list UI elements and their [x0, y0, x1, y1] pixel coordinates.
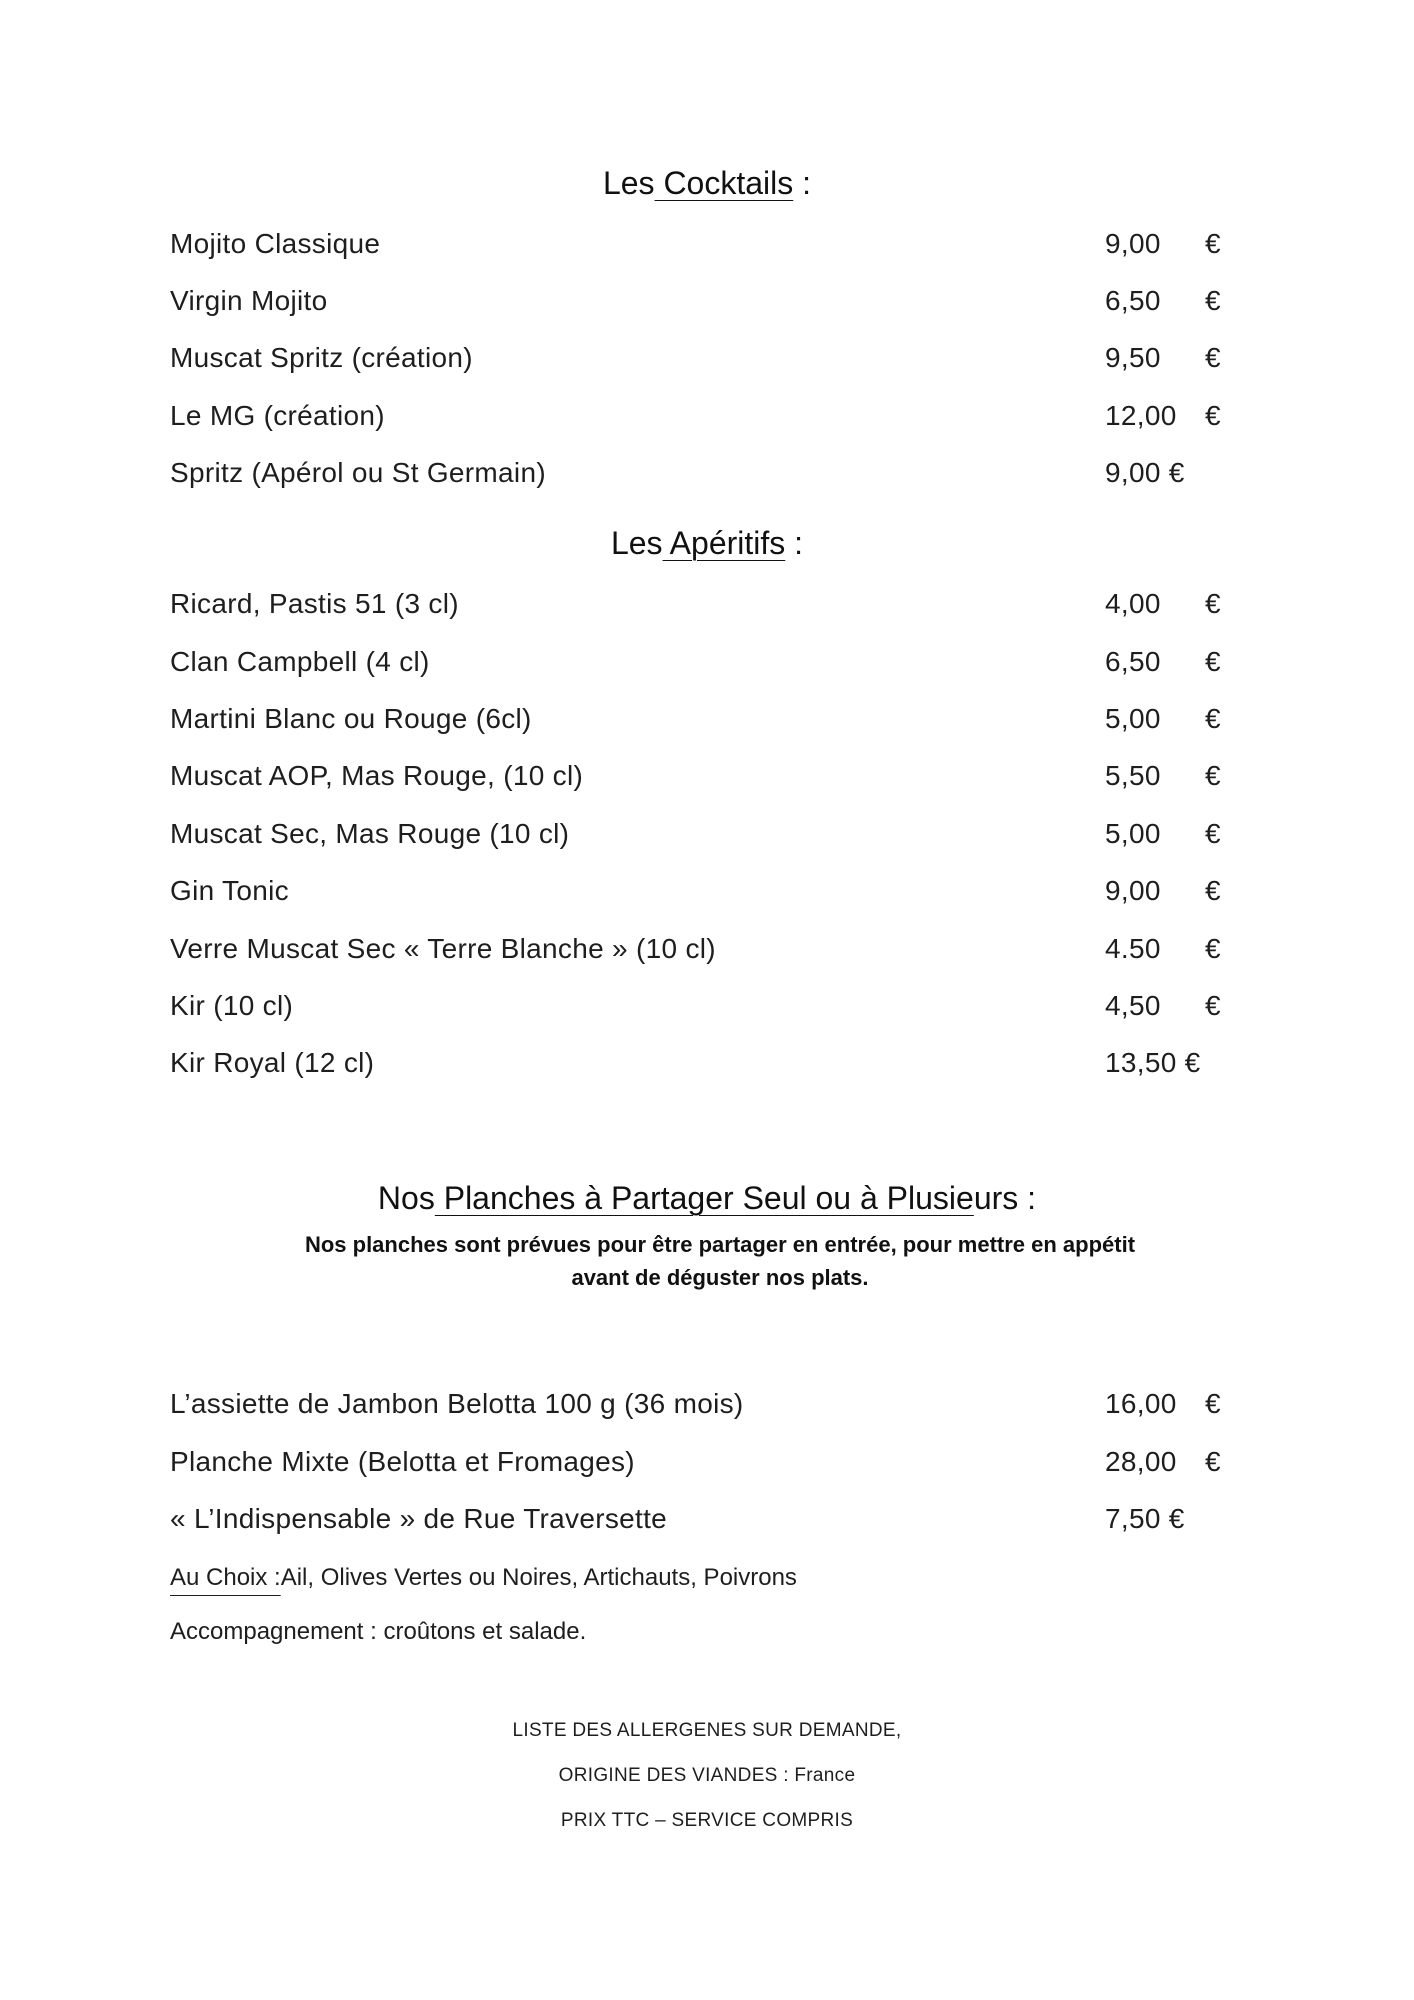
planches-intro — [200, 1228, 1240, 1294]
item-price: 9,50 — [1105, 342, 1161, 373]
menu-item — [170, 400, 1230, 440]
planches-intro-line2: avant de déguster nos plats. — [571, 1265, 869, 1290]
item-name: Muscat Spritz (création) — [170, 342, 473, 373]
cocktails-title — [0, 165, 1414, 202]
menu-item — [170, 933, 1230, 973]
item-price: 28,00 — [1105, 1446, 1177, 1477]
choice-line — [170, 1564, 797, 1592]
item-name: Kir (10 cl) — [170, 990, 294, 1021]
footer-allergens: LISTE DES ALLERGENES SUR DEMANDE, — [512, 1720, 902, 1741]
aperitifs-title — [0, 525, 1414, 562]
item-currency: € — [1205, 1388, 1221, 1419]
planches-title-suffix: urs : — [973, 1180, 1037, 1216]
item-name: Spritz (Apérol ou St Germain) — [170, 457, 546, 488]
menu-item — [170, 875, 1230, 915]
item-price: 13,50 € — [1105, 1047, 1201, 1078]
item-currency: € — [1205, 285, 1221, 316]
item-name: Ricard, Pastis 51 (3 cl) — [170, 588, 459, 619]
item-name: L’assiette de Jambon Belotta 100 g (36 mois) — [170, 1388, 744, 1419]
item-price: 6,50 — [1105, 646, 1161, 677]
aperitifs-title-prefix: Les — [610, 525, 663, 561]
item-currency: € — [1205, 760, 1221, 791]
item-currency: € — [1205, 342, 1221, 373]
menu-item — [170, 1446, 1230, 1486]
item-currency: € — [1205, 228, 1221, 259]
item-name: Mojito Classique — [170, 228, 381, 259]
item-name: « L’Indispensable » de Rue Traversette — [170, 1503, 668, 1534]
item-currency: € — [1205, 400, 1221, 431]
menu-item — [170, 703, 1230, 743]
planches-title-prefix: Nos — [377, 1180, 435, 1216]
aperitifs-title-suffix: : — [785, 525, 804, 561]
menu-item — [170, 760, 1230, 800]
item-name: Gin Tonic — [170, 875, 289, 906]
choice-label: Au Choix : — [170, 1564, 281, 1591]
item-price: 9,00 — [1105, 875, 1161, 906]
item-price: 4.50 — [1105, 933, 1161, 964]
item-name: Muscat AOP, Mas Rouge, (10 cl) — [170, 760, 584, 791]
menu-item — [170, 1047, 1230, 1087]
item-price: 9,00 — [1105, 228, 1161, 259]
menu-item — [170, 588, 1230, 628]
item-name: Planche Mixte (Belotta et Fromages) — [170, 1446, 635, 1477]
item-price: 4,00 — [1105, 588, 1161, 619]
menu-item — [170, 285, 1230, 325]
footer-meat-origin: ORIGINE DES VIANDES : France — [558, 1765, 856, 1786]
item-price: 5,00 — [1105, 703, 1161, 734]
menu-item — [170, 342, 1230, 382]
item-name: Clan Campbell (4 cl) — [170, 646, 430, 677]
menu-item — [170, 228, 1230, 268]
item-price: 4,50 — [1105, 990, 1161, 1021]
cocktails-title-word: Cocktails — [654, 165, 794, 201]
planches-intro-line1: Nos planches sont prévues pour être partager en entrée, pour mettre en appétit — [304, 1232, 1136, 1257]
item-currency: € — [1205, 646, 1221, 677]
item-name: Le MG (création) — [170, 400, 385, 431]
item-currency: € — [1205, 818, 1221, 849]
item-name: Kir Royal (12 cl) — [170, 1047, 375, 1078]
menu-item — [170, 818, 1230, 858]
item-name: Virgin Mojito — [170, 285, 328, 316]
footer-prices: PRIX TTC – SERVICE COMPRIS — [560, 1810, 854, 1831]
item-price: 5,00 — [1105, 818, 1161, 849]
menu-item — [170, 457, 1230, 497]
item-name: Muscat Sec, Mas Rouge (10 cl) — [170, 818, 570, 849]
item-price: 7,50 € — [1105, 1503, 1185, 1534]
item-name: Martini Blanc ou Rouge (6cl) — [170, 703, 532, 734]
item-price: 16,00 — [1105, 1388, 1177, 1419]
cocktails-title-prefix: Les — [602, 165, 655, 201]
menu-item — [170, 990, 1230, 1030]
item-price: 9,00 € — [1105, 457, 1185, 488]
menu-item — [170, 646, 1230, 686]
accompaniment-line: Accompagnement : croûtons et salade. — [170, 1618, 587, 1645]
item-price: 6,50 — [1105, 285, 1161, 316]
planches-title-word: Planches à Partager Seul ou à Plusie — [434, 1180, 974, 1216]
choice-text: Ail, Olives Vertes ou Noires, Artichauts, Poivrons — [280, 1564, 797, 1591]
item-price: 5,50 — [1105, 760, 1161, 791]
item-currency: € — [1205, 990, 1221, 1021]
item-currency: € — [1205, 1446, 1221, 1477]
item-currency: € — [1205, 933, 1221, 964]
item-currency: € — [1205, 703, 1221, 734]
item-name: Verre Muscat Sec « Terre Blanche » (10 cl) — [170, 933, 716, 964]
item-price: 12,00 — [1105, 400, 1177, 431]
menu-item — [170, 1503, 1230, 1543]
planches-title — [0, 1180, 1414, 1217]
menu-item — [170, 1388, 1230, 1428]
item-currency: € — [1205, 588, 1221, 619]
item-currency: € — [1205, 875, 1221, 906]
cocktails-title-suffix: : — [793, 165, 812, 201]
aperitifs-title-word: Apéritifs — [662, 525, 786, 561]
